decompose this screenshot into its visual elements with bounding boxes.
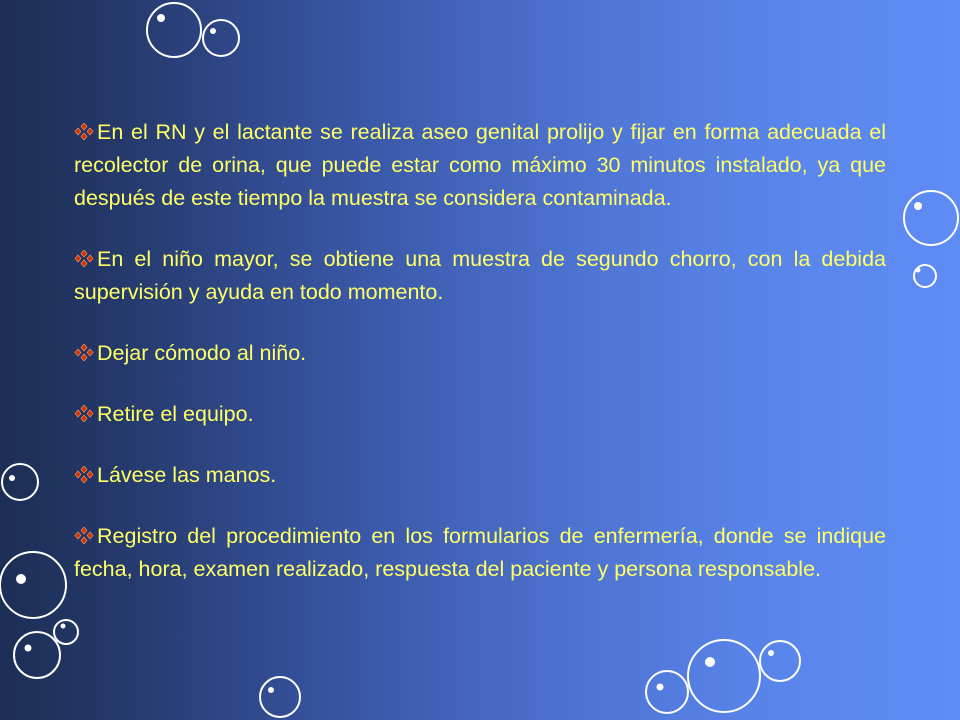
list-item xyxy=(74,520,886,586)
bubble-dot xyxy=(916,268,921,273)
list-item-text: Retire el equipo. xyxy=(97,402,254,426)
list-item-text: Dejar cómodo al niño. xyxy=(97,341,307,365)
bubble-dot xyxy=(157,14,165,22)
bubble-circle xyxy=(147,3,201,57)
bubble-dot xyxy=(914,202,922,210)
bubble-dot xyxy=(61,624,66,629)
bubble-circle xyxy=(688,640,760,712)
bubble-circle xyxy=(760,641,800,681)
list-item-text: En el niño mayor, se obtiene una muestra de segundo chorro, con la debida supervisión y ayuda en todo momento. xyxy=(74,247,886,304)
diamond-quad-bullet-icon xyxy=(74,466,97,483)
list-item xyxy=(74,116,886,215)
bubble-circle xyxy=(2,464,38,500)
diamond-quad-bullet-icon xyxy=(74,250,97,267)
diamond-quad-bullet-icon xyxy=(74,123,97,140)
bubble-circle xyxy=(646,671,688,713)
list-item xyxy=(74,459,886,492)
bubble-circle xyxy=(14,632,60,678)
bubble-circle xyxy=(0,552,66,618)
bubble-dot xyxy=(768,650,774,656)
bubble-dot xyxy=(16,574,26,584)
diamond-quad-bullet-icon xyxy=(74,405,97,422)
list-item-text: En el RN y el lactante se realiza aseo genital prolijo y fijar en forma adecuada el recolector de orina, que puede estar como máximo 30 minutos instalado, ya que después de este tiempo la muestra se considera contaminada. xyxy=(74,120,886,210)
bubble-dot xyxy=(268,687,274,693)
bubble-dot xyxy=(657,684,664,691)
list-item-text: Lávese las manos. xyxy=(97,463,277,487)
bubble-circle xyxy=(904,191,958,245)
diamond-quad-bullet-icon xyxy=(74,527,97,544)
list-item xyxy=(74,243,886,309)
diamond-quad-bullet-icon xyxy=(74,344,97,361)
bubble-dot xyxy=(25,645,32,652)
bubble-circle xyxy=(203,20,239,56)
list-item-text: Registro del procedimiento en los formularios de enfermería, donde se indique fecha, hora, examen realizado, respuesta del paciente y persona responsable. xyxy=(74,524,886,581)
bubble-circle xyxy=(54,620,78,644)
bubble-dot xyxy=(705,657,715,667)
bubble-circle xyxy=(260,677,300,717)
list-item xyxy=(74,337,886,370)
bubble-dot xyxy=(9,475,15,481)
list-item xyxy=(74,398,886,431)
bullet-list xyxy=(74,116,886,614)
bubble-dot xyxy=(210,28,216,34)
